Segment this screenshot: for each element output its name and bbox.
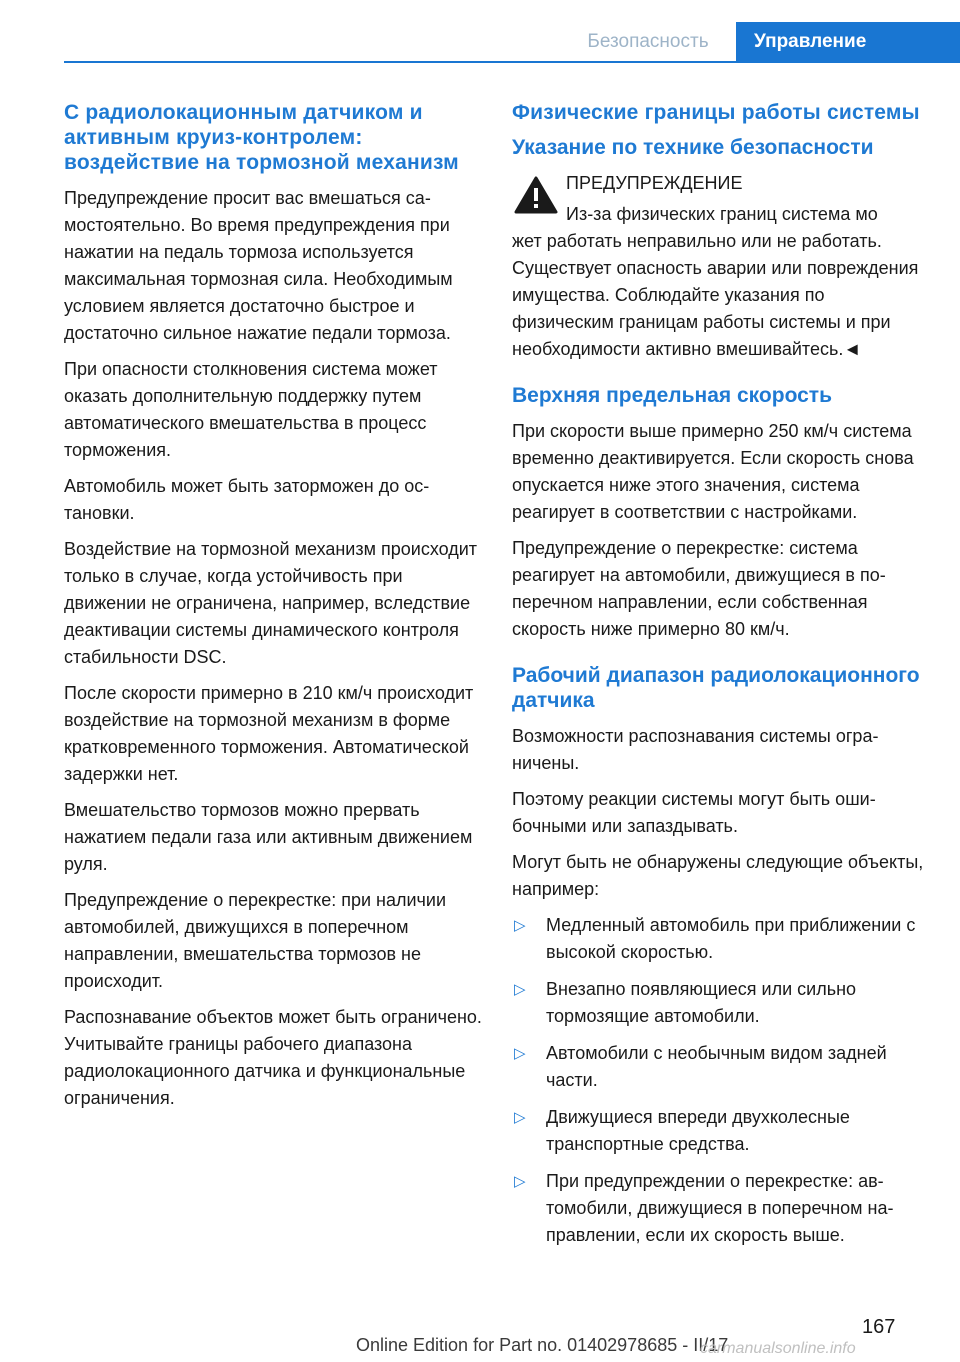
header-divider bbox=[64, 61, 960, 63]
list-item-text: Движущиеся впереди двухколесные транспортные средства. bbox=[546, 1107, 850, 1154]
paragraph: Предупреждение о перекрестке: система реагирует на автомобили, движущиеся в поперечном направлении, если собственная скорость ниже примерно 80 км/ч. bbox=[512, 538, 886, 639]
warning-text-line1: Из-за физических границ система мо bbox=[566, 204, 878, 224]
bullet-arrow-icon: ▷ bbox=[514, 1173, 526, 1190]
section-title-limits: Физические границы работы системы bbox=[512, 101, 920, 124]
list-item bbox=[512, 1168, 930, 1249]
subheading-radar-range: Рабочий диапазон радиолокационного датчика bbox=[512, 664, 920, 712]
tab-control[interactable]: Управление bbox=[736, 22, 960, 62]
right-column bbox=[512, 100, 930, 1259]
list-item bbox=[512, 1040, 930, 1094]
paragraph: Возможности распознавания системы ограничены. bbox=[512, 726, 879, 773]
bullet-arrow-icon: ▷ bbox=[514, 1045, 526, 1062]
section-title-braking: С радиолокационным датчиком и активным круиз-контролем: воздействие на тормозной механизм bbox=[64, 101, 459, 174]
bullet-arrow-icon: ▷ bbox=[514, 917, 526, 934]
warning-block bbox=[512, 170, 930, 363]
paragraph: Поэтому реакции системы могут быть ошибочными или запаздывать. bbox=[512, 789, 876, 836]
list-item-text: Автомобили с необычным видом задней части. bbox=[546, 1043, 887, 1090]
list-item bbox=[512, 1104, 930, 1158]
bullet-arrow-icon: ▷ bbox=[514, 1109, 526, 1126]
paragraph: Предупреждение просит вас вмешаться самостоятельно. Во время предупреждения при нажатии на педаль тормоза используется максимальная тормозная сила. Необходимым условием является достаточно быстрое и достаточно сильное нажатие педали тормоза. bbox=[64, 188, 453, 343]
list-item bbox=[512, 912, 930, 966]
edition-footer: Online Edition for Part no. 01402978685 - II/17 bbox=[356, 1335, 729, 1355]
list-item bbox=[512, 976, 930, 1030]
subheading-safety: Указание по технике безопасности bbox=[512, 136, 874, 159]
bullet-arrow-icon: ▷ bbox=[514, 981, 526, 998]
subheading-top-speed: Верхняя предельная скорость bbox=[512, 384, 832, 407]
warning-triangle-icon bbox=[514, 176, 558, 214]
paragraph: Воздействие на тормозной механизм происходит только в случае, когда устойчивость при движении не ограничена, например, вследствие деактивации системы динамического контроля стабильности DSC. bbox=[64, 539, 478, 667]
paragraph: Распознавание объектов может быть ограничено. Учитывайте границы рабочего диапазона радиолокационного датчика и функциональные ограничения. bbox=[64, 1007, 482, 1108]
tab-safety[interactable]: Безопасность bbox=[587, 31, 709, 52]
page-number: 167 bbox=[862, 1316, 896, 1338]
left-column bbox=[64, 100, 482, 1121]
paragraph: После скорости примерно в 210 км/ч происходит воздействие на тормозной механизм в форме кратковременного торможения. Автоматической задержки нет. bbox=[64, 683, 474, 784]
list-item-text: Внезапно появляющиеся или сильно тормозящие автомобили. bbox=[546, 979, 857, 1026]
paragraph: При скорости выше примерно 250 км/ч система временно деактивируется. Если скорость снова опускается ниже этого значения, система реагирует в соответствии с настройками. bbox=[512, 421, 914, 522]
paragraph: Могут быть не обнаружены следующие объекты, например: bbox=[512, 852, 924, 899]
list-item-text: При предупреждении о перекрестке: автомобили, движущиеся в поперечном направлении, если их скорость выше. bbox=[546, 1171, 894, 1245]
warning-text: жет работать неправильно или не работать. Существует опасность аварии или повреждения имущества. Соблюдайте указания по физическим границам работы системы и при необходимости активно вмешивайтесь.◄ bbox=[512, 231, 919, 359]
paragraph: Предупреждение о перекрестке: при наличии автомобилей, движущихся в поперечном направлении, вмешательства тормозов не происходит. bbox=[64, 890, 447, 991]
paragraph: При опасности столкновения система может оказать дополнительную поддержку путем автоматического вмешательства в процесс торможения. bbox=[64, 359, 438, 460]
paragraph: Автомобиль может быть заторможен до остановки. bbox=[64, 476, 430, 523]
list-item-text: Медленный автомобиль при приближении с высокой скоростью. bbox=[546, 915, 916, 962]
paragraph: Вмешательство тормозов можно прервать нажатием педали газа или активным движением руля. bbox=[64, 800, 473, 874]
page-header bbox=[0, 0, 960, 62]
warning-label: ПРЕДУПРЕЖДЕНИЕ bbox=[566, 173, 743, 193]
undetected-objects-list bbox=[512, 912, 930, 1249]
watermark: carmanualsonline.info bbox=[700, 1340, 856, 1357]
